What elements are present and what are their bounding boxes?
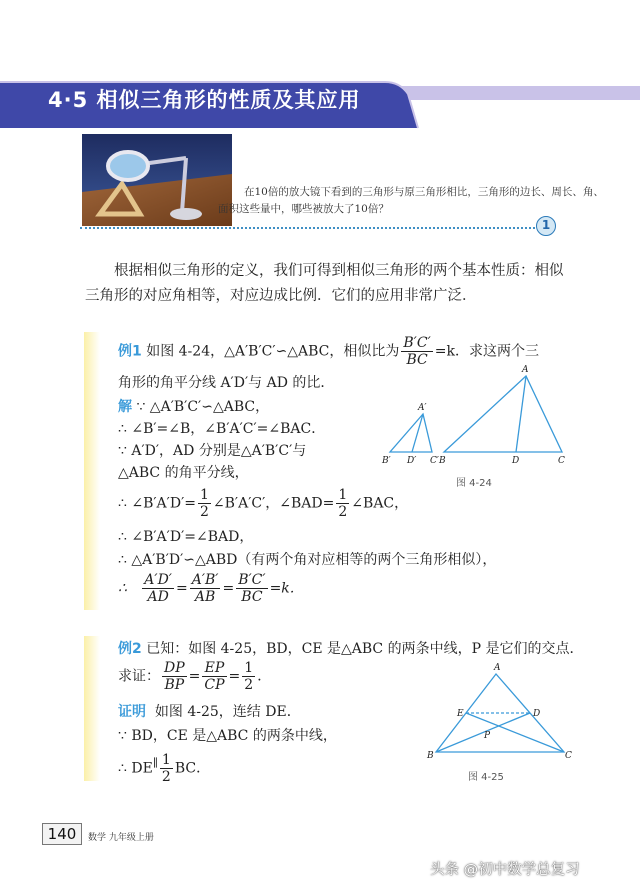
label-P2: P: [484, 731, 491, 741]
example1-line2: 角形的角平分线 A′D′与 AD 的比．: [118, 375, 335, 391]
half-num: 1: [161, 752, 171, 768]
label-A2: A: [494, 663, 501, 673]
proof-line-3: ∴ DE∥ $\frac{1}{2}$ BC．: [118, 752, 211, 785]
solution-line-2: ∴ ∠B′=∠B，∠B′A′C′=∠BAC．: [118, 421, 326, 437]
large-bisector: [516, 376, 526, 452]
label-C2: C: [565, 751, 572, 761]
label-B2: B: [427, 751, 434, 761]
label-A: A: [522, 365, 529, 375]
label-D: D: [512, 456, 520, 466]
label-B-prime: B′: [382, 456, 391, 466]
proof-line-2: ∵ BD，CE 是△ABC 的两条中线，: [118, 728, 337, 744]
solution-line-8: ∴ $\frac{A'D'}{AD}$ = $\frac{A'B'}{AB}$ = $\frac{B'C'}{BC}$ =k．: [118, 572, 304, 605]
solution-line-5: ∴ ∠B′A′D′= $\frac{1}{2}$ ∠B′A′C′，∠BAD= $\frac{1}{2}$ ∠BAC，: [118, 487, 409, 520]
page-number: 140: [42, 823, 82, 845]
triangle-ABC: [436, 674, 564, 752]
proof-label: 证明: [118, 704, 146, 720]
label-D2: D: [533, 709, 541, 719]
figure-4-24: [376, 360, 576, 490]
section-marker: 1: [536, 216, 556, 236]
solution-line-4: △ABC 的角平分线，: [118, 465, 249, 481]
prove-line: 求证： $\frac{DP}{BP}$ = $\frac{EP}{CP}$ = $\frac{1}{2}$ ．: [118, 660, 272, 693]
solution-line-7: ∴ △A′B′D′∽△ABD（有两个角对应相等的两个三角形相似），: [118, 552, 497, 568]
example1-line1: 例1 如图 4-24，△A′B′C′∽△ABC，相似比为 $\frac{B'C'}{BC}$ =k．求这两个三: [118, 335, 539, 368]
magnifier-photo: [82, 134, 232, 226]
paragraph-line-2: 三角形的对应角相等，对应边成比例．它们的应用非常广泛．: [85, 288, 477, 304]
figure-4-24-caption: 图 4-24: [456, 478, 492, 489]
intro-question: 在10倍的放大镜下看到的三角形与原三角形相比，三角形的边长、周长、角、面积这些量中，哪些被放大了10倍？: [218, 186, 604, 215]
example2-highlight: [84, 636, 100, 781]
solution-line-6: ∴ ∠B′A′D′=∠BAD，: [118, 529, 254, 545]
watermark: 头条 @初中数学总复习: [430, 862, 580, 878]
example1-label: 例1: [118, 343, 142, 360]
label-C-prime: C′: [430, 456, 439, 466]
small-triangle: [390, 414, 432, 452]
book-title: 数学 九年级上册: [88, 833, 154, 843]
label-E2: E: [457, 709, 464, 719]
example1-highlight: [84, 332, 100, 610]
label-A-prime: A′: [418, 403, 427, 413]
label-C: C: [558, 456, 565, 466]
solution-line-3: ∵ A′D′，AD 分别是△A′B′C′与: [118, 443, 307, 459]
example2-line1: 例2 已知：如图 4-25，BD，CE 是△ABC 的两条中线，P 是它们的交点．: [118, 641, 584, 657]
figure-4-25-caption: 图 4-25: [468, 772, 504, 783]
magnifier-lens-icon: [108, 152, 148, 180]
half-den: 2: [161, 769, 171, 785]
proof-line-1: 证明 如图 4-25，连结 DE．: [118, 704, 301, 720]
example2-label: 例2: [118, 641, 142, 657]
section-title: 4·5 相似三角形的性质及其应用: [48, 88, 361, 112]
solution-label: 解: [118, 399, 132, 415]
solution-line-1: 解 ∵ △A′B′C′∽△ABC，: [118, 399, 270, 415]
large-triangle: [444, 376, 562, 452]
label-B: B: [439, 456, 446, 466]
figure-4-25: [424, 660, 574, 770]
label-D-prime: D′: [407, 456, 417, 466]
paragraph-line-1: 根据相似三角形的定义，我们可得到相似三角形的两个基本性质：相似: [114, 263, 564, 279]
dotted-separator: [80, 227, 535, 229]
